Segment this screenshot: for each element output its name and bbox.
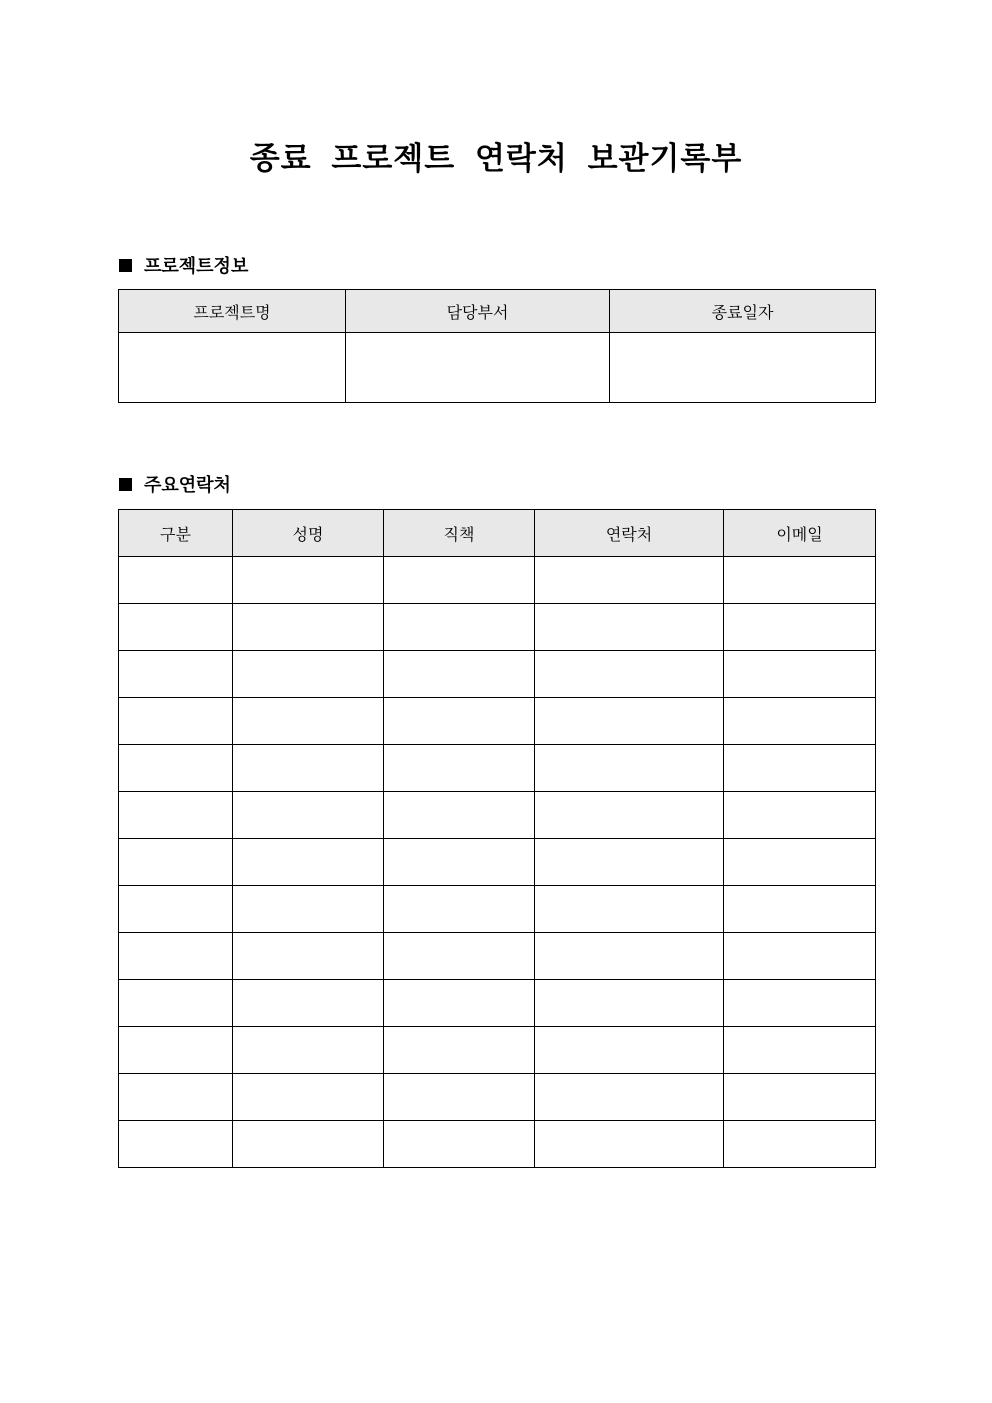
name-cell[interactable] <box>233 886 384 933</box>
name-cell[interactable] <box>233 745 384 792</box>
position-cell[interactable] <box>384 557 535 604</box>
name-cell[interactable] <box>233 604 384 651</box>
col-category: 구분 <box>119 510 233 557</box>
contacts-table <box>118 509 876 1168</box>
table-row <box>119 604 876 651</box>
project-info-table <box>118 289 876 403</box>
position-cell[interactable] <box>384 745 535 792</box>
project-info-heading-label: 프로젝트정보 <box>144 256 249 277</box>
category-cell[interactable] <box>119 886 233 933</box>
category-cell[interactable] <box>119 651 233 698</box>
category-cell[interactable] <box>119 604 233 651</box>
email-cell[interactable] <box>724 792 876 839</box>
position-cell[interactable] <box>384 1027 535 1074</box>
category-cell[interactable] <box>119 745 233 792</box>
position-cell[interactable] <box>384 933 535 980</box>
email-cell[interactable] <box>724 1074 876 1121</box>
position-cell[interactable] <box>384 886 535 933</box>
table-row <box>119 839 876 886</box>
table-row <box>119 333 876 403</box>
name-cell[interactable] <box>233 651 384 698</box>
phone-cell[interactable] <box>535 745 724 792</box>
email-cell[interactable] <box>724 1121 876 1168</box>
table-header-row <box>119 290 876 333</box>
phone-cell[interactable] <box>535 792 724 839</box>
email-cell[interactable] <box>724 980 876 1027</box>
email-cell[interactable] <box>724 698 876 745</box>
email-cell[interactable] <box>724 651 876 698</box>
category-cell[interactable] <box>119 1121 233 1168</box>
email-cell[interactable] <box>724 745 876 792</box>
category-cell[interactable] <box>119 980 233 1027</box>
category-cell[interactable] <box>119 698 233 745</box>
table-row <box>119 1121 876 1168</box>
name-cell[interactable] <box>233 792 384 839</box>
position-cell[interactable] <box>384 980 535 1027</box>
square-bullet-icon <box>119 259 132 272</box>
name-cell[interactable] <box>233 980 384 1027</box>
name-cell[interactable] <box>233 839 384 886</box>
table-row <box>119 1074 876 1121</box>
category-cell[interactable] <box>119 1074 233 1121</box>
email-cell[interactable] <box>724 886 876 933</box>
category-cell[interactable] <box>119 1027 233 1074</box>
email-cell[interactable] <box>724 839 876 886</box>
phone-cell[interactable] <box>535 1074 724 1121</box>
end-date-cell[interactable] <box>610 333 876 403</box>
table-row <box>119 745 876 792</box>
col-department: 담당부서 <box>346 290 610 333</box>
table-row <box>119 557 876 604</box>
col-phone: 연락처 <box>535 510 724 557</box>
square-bullet-icon <box>119 478 132 491</box>
position-cell[interactable] <box>384 792 535 839</box>
project-name-cell[interactable] <box>119 333 346 403</box>
col-email: 이메일 <box>724 510 876 557</box>
position-cell[interactable] <box>384 839 535 886</box>
department-cell[interactable] <box>346 333 610 403</box>
name-cell[interactable] <box>233 557 384 604</box>
name-cell[interactable] <box>233 698 384 745</box>
phone-cell[interactable] <box>535 886 724 933</box>
name-cell[interactable] <box>233 933 384 980</box>
position-cell[interactable] <box>384 1074 535 1121</box>
phone-cell[interactable] <box>535 557 724 604</box>
col-project-name: 프로젝트명 <box>119 290 346 333</box>
phone-cell[interactable] <box>535 651 724 698</box>
name-cell[interactable] <box>233 1074 384 1121</box>
table-row <box>119 1027 876 1074</box>
project-info-heading <box>119 252 248 278</box>
contacts-heading-label: 주요연락처 <box>144 475 231 496</box>
position-cell[interactable] <box>384 651 535 698</box>
table-header-row <box>119 510 876 557</box>
email-cell[interactable] <box>724 1027 876 1074</box>
position-cell[interactable] <box>384 604 535 651</box>
table-row <box>119 933 876 980</box>
col-name: 성명 <box>233 510 384 557</box>
phone-cell[interactable] <box>535 933 724 980</box>
contacts-heading <box>119 471 231 497</box>
phone-cell[interactable] <box>535 1027 724 1074</box>
email-cell[interactable] <box>724 604 876 651</box>
name-cell[interactable] <box>233 1121 384 1168</box>
col-end-date: 종료일자 <box>610 290 876 333</box>
category-cell[interactable] <box>119 839 233 886</box>
category-cell[interactable] <box>119 792 233 839</box>
position-cell[interactable] <box>384 1121 535 1168</box>
table-row <box>119 651 876 698</box>
email-cell[interactable] <box>724 557 876 604</box>
phone-cell[interactable] <box>535 604 724 651</box>
category-cell[interactable] <box>119 933 233 980</box>
email-cell[interactable] <box>724 933 876 980</box>
table-row <box>119 886 876 933</box>
contacts-table-body <box>119 557 876 1168</box>
phone-cell[interactable] <box>535 980 724 1027</box>
col-position: 직책 <box>384 510 535 557</box>
name-cell[interactable] <box>233 1027 384 1074</box>
position-cell[interactable] <box>384 698 535 745</box>
phone-cell[interactable] <box>535 698 724 745</box>
phone-cell[interactable] <box>535 839 724 886</box>
table-row <box>119 792 876 839</box>
table-row <box>119 980 876 1027</box>
document-title: 종료 프로젝트 연락처 보관기록부 <box>249 141 743 177</box>
table-row <box>119 698 876 745</box>
phone-cell[interactable] <box>535 1121 724 1168</box>
category-cell[interactable] <box>119 557 233 604</box>
